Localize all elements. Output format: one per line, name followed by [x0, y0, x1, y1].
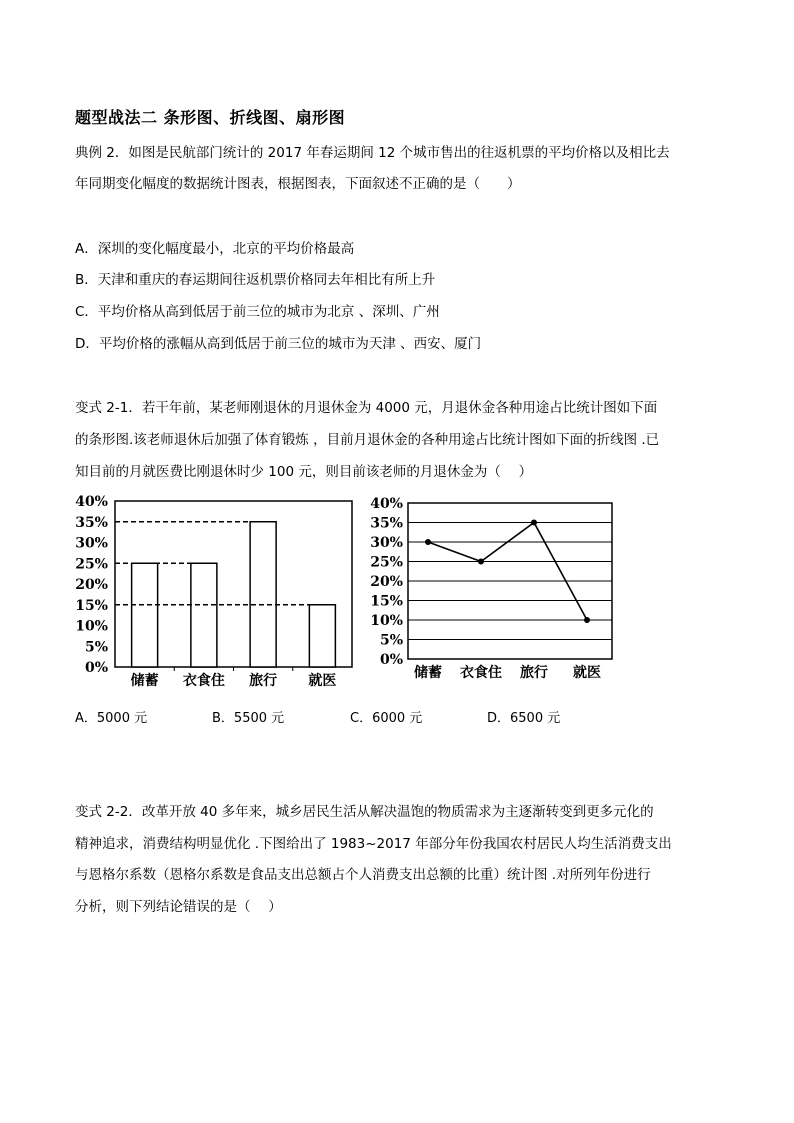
line-chart-series-line [428, 523, 587, 621]
bar-chart-ytick-label: 25% [75, 556, 108, 573]
bar-chart-bar [309, 605, 335, 667]
example-2-option-a: A．深圳的变化幅度最小，北京的平均价格最高 [75, 241, 355, 257]
bar-chart [70, 493, 360, 693]
variant-2-1-option-d: D．6500 元 [487, 711, 561, 726]
bar-chart-ytick-label: 20% [75, 577, 108, 593]
line-chart-ytick-label: 5% [379, 632, 403, 649]
bar-chart-ytick-label: 5% [84, 639, 108, 656]
bar-chart-ytick-label: 35% [75, 514, 108, 531]
example-2-option-d: D．平均价格的涨幅从高到低居于前三位的城市为天津 、西安、厦门 [75, 336, 482, 352]
variant-2-1-line-1: 变式 2-1．若干年前，某老师刚退休的月退休金为 4000 元，月退休金各种用途占比统计图如下面 [75, 400, 658, 416]
bar-chart-ytick-label: 10% [75, 618, 108, 635]
bar-chart-ytick-label: 40% [75, 494, 108, 510]
bar-chart-ytick-label: 15% [75, 597, 108, 614]
bar-chart-bar [132, 563, 158, 667]
example-2-line-1: 典例 2．如图是民航部门统计的 2017 年春运期间 12 个城市售出的往返机票的平均价格以及相比去 [75, 145, 670, 161]
variant-2-2-line-3: 与恩格尔系数（恩格尔系数是食品支出总额占个人消费支出总额的比重）统计图 .对所列年份进行 [75, 867, 651, 883]
bar-chart-bar [191, 563, 217, 667]
line-chart-ytick-label: 10% [370, 613, 403, 629]
variant-2-1-option-a: A．5000 元 [75, 711, 148, 726]
line-chart-ytick-label: 20% [370, 574, 403, 590]
bar-chart-bar [250, 522, 276, 667]
line-chart-category-label: 衣食住 [460, 665, 502, 681]
bar-chart-category-label: 储蓄 [130, 673, 159, 689]
line-chart-ytick-label: 0% [379, 652, 403, 668]
line-chart-point [584, 617, 590, 623]
line-chart-category-label: 储蓄 [414, 665, 442, 681]
variant-2-2-line-1: 变式 2-2．改革开放 40 多年来，城乡居民生活从解决温饱的物质需求为主逐渐转变到更多元化的 [75, 804, 654, 820]
variant-2-1-line-2: 的条形图.该老师退休后加强了体育锻炼 ，目前月退休金的各种用途占比统计图如下面的折线图 .已 [75, 432, 660, 448]
line-chart-point [478, 559, 484, 565]
line-chart-point [531, 520, 537, 526]
bar-chart-ytick-label: 30% [75, 535, 108, 552]
bar-chart-ytick-label: 0% [84, 660, 108, 676]
line-chart-ytick-label: 25% [370, 554, 403, 571]
variant-2-1-line-3: 知目前的月就医费比刚退休时少 100 元，则目前该老师的月退休金为（ ） [75, 464, 533, 480]
variant-2-1-option-c: C．6000 元 [350, 711, 423, 726]
example-2-option-b: B．天津和重庆的春运期间往返机票价格同去年相比有所上升 [75, 272, 436, 288]
section-title: 题型战法二 条形图、折线图、扇形图 [75, 108, 346, 127]
line-chart [368, 493, 618, 693]
bar-chart-category-label: 衣食住 [182, 673, 225, 689]
line-chart-ytick-label: 35% [370, 515, 403, 532]
example-2-option-c: C．平均价格从高到低居于前三位的城市为北京 、深圳、广州 [75, 304, 440, 320]
line-chart-ytick-label: 15% [370, 593, 403, 610]
line-chart-point [425, 539, 431, 545]
variant-2-2-line-2: 精神追求，消费结构明显优化 .下图给出了 1983~2017 年部分年份我国农村居民人均生活消费支出 [75, 836, 672, 852]
line-chart-ytick-label: 30% [370, 535, 403, 551]
variant-2-2-line-4: 分析，则下列结论错误的是（ ） [75, 899, 282, 915]
line-chart-category-label: 旅行 [520, 665, 548, 681]
variant-2-1-options [75, 707, 595, 727]
bar-chart-category-label: 旅行 [249, 673, 278, 689]
variant-2-1-option-b: B．5500 元 [212, 711, 285, 726]
bar-chart-category-label: 就医 [308, 673, 337, 689]
line-chart-category-label: 就医 [573, 665, 601, 681]
line-chart-ytick-label: 40% [370, 496, 403, 512]
example-2-line-2: 年同期变化幅度的数据统计图表，根据图表，下面叙述不正确的是（ ） [75, 176, 521, 192]
